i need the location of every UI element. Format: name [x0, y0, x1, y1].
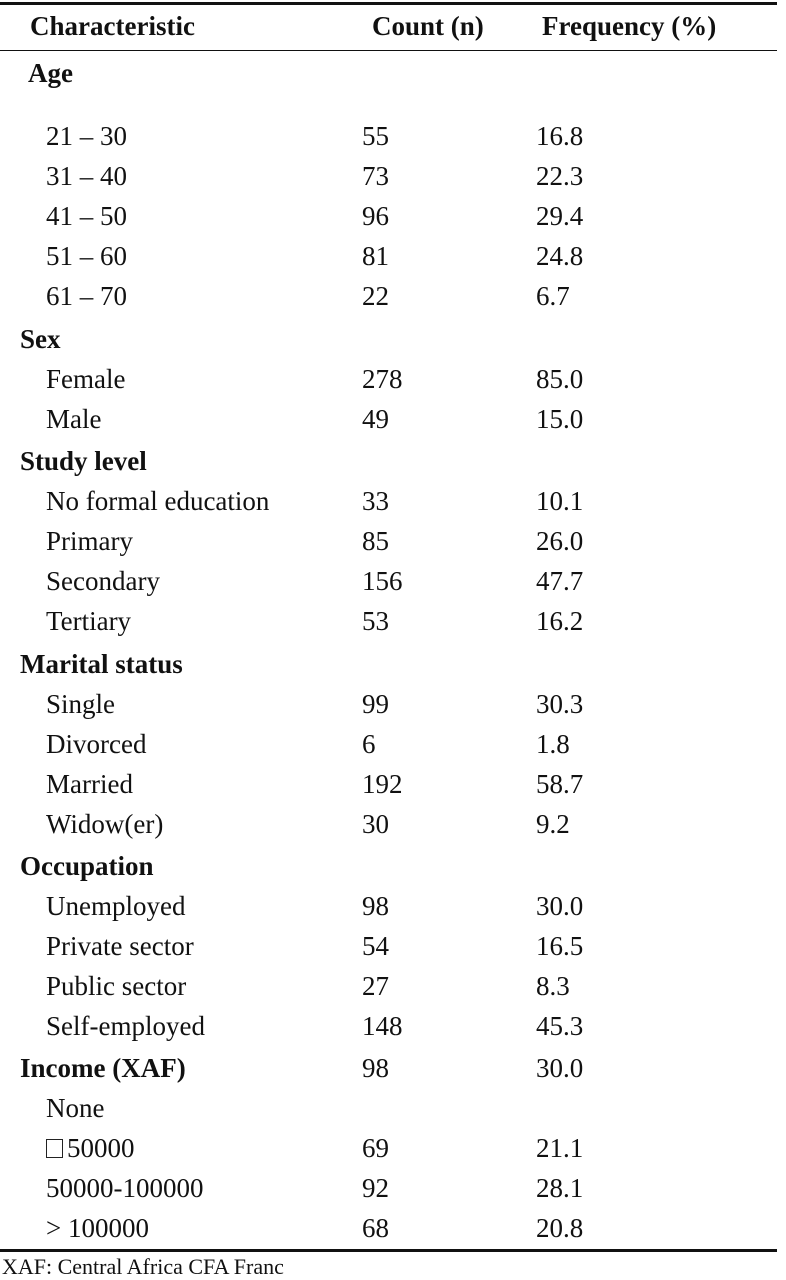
table-row — [0, 158, 777, 194]
section-marital-status — [0, 646, 777, 682]
table-row — [0, 603, 777, 639]
row-count: 85 — [362, 526, 389, 556]
table-row — [0, 928, 777, 964]
section-title: Study level — [20, 446, 147, 476]
row-frequency: 15.0 — [536, 404, 584, 434]
row-label: Tertiary — [46, 606, 132, 636]
row-count: 99 — [362, 689, 389, 719]
header-characteristic: Characteristic — [30, 11, 195, 41]
row-frequency: 22.3 — [536, 161, 584, 191]
row-count: 96 — [362, 201, 389, 231]
row-frequency: 58.7 — [536, 769, 584, 799]
section-sex — [0, 321, 777, 357]
row-frequency: 28.1 — [536, 1173, 584, 1203]
section-age — [0, 55, 777, 91]
row-count: 92 — [362, 1173, 389, 1203]
row-count: 69 — [362, 1133, 389, 1163]
missing-glyph-icon — [46, 1139, 63, 1158]
row-frequency: 10.1 — [536, 486, 584, 516]
row-label: Male — [46, 404, 102, 434]
section-income — [0, 1050, 777, 1086]
section-title: Income (XAF) — [20, 1053, 186, 1083]
row-count: 53 — [362, 606, 389, 636]
table-row — [0, 483, 777, 519]
section-title: Age — [28, 58, 73, 88]
row-label: Secondary — [46, 566, 160, 596]
row-count: 98 — [362, 891, 389, 921]
table-row — [0, 118, 777, 154]
table-footnote: XAF: Central Africa CFA Franc — [2, 1254, 284, 1279]
row-frequency: 30.0 — [536, 891, 584, 921]
row-count: 27 — [362, 971, 389, 1001]
table-row — [0, 1008, 777, 1044]
table-row — [0, 198, 777, 234]
row-label: Primary — [46, 526, 133, 556]
row-frequency: 20.8 — [536, 1213, 584, 1243]
table-row — [0, 1090, 777, 1126]
row-frequency: 30.0 — [536, 1053, 584, 1083]
row-count: 55 — [362, 121, 389, 151]
row-frequency: 47.7 — [536, 566, 584, 596]
table-row — [0, 361, 777, 397]
row-frequency: 26.0 — [536, 526, 584, 556]
row-frequency: 21.1 — [536, 1133, 584, 1163]
table-row — [0, 523, 777, 559]
table-row — [0, 726, 777, 762]
table-row — [0, 278, 777, 314]
header-frequency: Frequency (%) — [542, 11, 717, 41]
table-row — [0, 563, 777, 599]
row-count: 6 — [362, 729, 376, 759]
row-count: 81 — [362, 241, 389, 271]
row-label: Single — [46, 689, 116, 719]
row-count: 54 — [362, 931, 389, 961]
section-occupation — [0, 848, 777, 884]
table-row — [0, 238, 777, 274]
table-row — [0, 888, 777, 924]
row-label: Female — [46, 364, 126, 394]
row-frequency: 16.5 — [536, 931, 584, 961]
table-header-rule — [0, 50, 777, 51]
row-label-text: 50000 — [67, 1133, 135, 1163]
table-row — [0, 806, 777, 842]
row-frequency: 85.0 — [536, 364, 584, 394]
row-frequency: 45.3 — [536, 1011, 584, 1041]
row-label: Married — [46, 769, 133, 799]
row-count: 156 — [362, 566, 403, 596]
row-label: Widow(er) — [46, 809, 164, 839]
row-frequency: 9.2 — [536, 809, 570, 839]
row-label: Divorced — [46, 729, 147, 759]
table-row — [0, 766, 777, 802]
row-label: 41 – 50 — [46, 201, 127, 231]
row-count: 49 — [362, 404, 389, 434]
row-count: 30 — [362, 809, 389, 839]
section-study-level — [0, 443, 777, 479]
row-label: 31 – 40 — [46, 161, 127, 191]
row-frequency: 24.8 — [536, 241, 584, 271]
table-row — [0, 686, 777, 722]
row-count: 148 — [362, 1011, 403, 1041]
row-label: No formal education — [46, 486, 270, 516]
section-title: Occupation — [20, 851, 154, 881]
row-frequency: 30.3 — [536, 689, 584, 719]
row-frequency: 29.4 — [536, 201, 584, 231]
table-bottom-rule — [0, 1249, 777, 1252]
row-frequency: 1.8 — [536, 729, 570, 759]
row-count: 192 — [362, 769, 403, 799]
row-label: 51 – 60 — [46, 241, 127, 271]
row-label: 50000-100000 — [46, 1173, 204, 1203]
row-label: Self-employed — [46, 1011, 205, 1041]
row-label: 21 – 30 — [46, 121, 127, 151]
row-count: 73 — [362, 161, 389, 191]
table-header-row — [0, 8, 777, 44]
row-label: Public sector — [46, 971, 187, 1001]
row-count: 68 — [362, 1213, 389, 1243]
row-label: Private sector — [46, 931, 194, 961]
header-count: Count (n) — [372, 11, 484, 41]
row-count: 98 — [362, 1053, 389, 1083]
table-row — [0, 1210, 777, 1246]
section-title: Marital status — [20, 649, 183, 679]
row-count: 33 — [362, 486, 389, 516]
row-count: 22 — [362, 281, 389, 311]
table-row — [0, 1130, 777, 1166]
table-row — [0, 401, 777, 437]
section-title: Sex — [20, 324, 61, 354]
table-row — [0, 968, 777, 1004]
row-label: None — [46, 1093, 105, 1123]
row-frequency: 16.2 — [536, 606, 584, 636]
row-label — [46, 1130, 135, 1166]
row-frequency: 16.8 — [536, 121, 584, 151]
table-top-rule — [0, 2, 777, 5]
row-count: 278 — [362, 364, 403, 394]
row-frequency: 8.3 — [536, 971, 570, 1001]
row-label: > 100000 — [46, 1213, 149, 1243]
row-label: 61 – 70 — [46, 281, 127, 311]
row-frequency: 6.7 — [536, 281, 570, 311]
table-row — [0, 1170, 777, 1206]
row-label: Unemployed — [46, 891, 186, 921]
